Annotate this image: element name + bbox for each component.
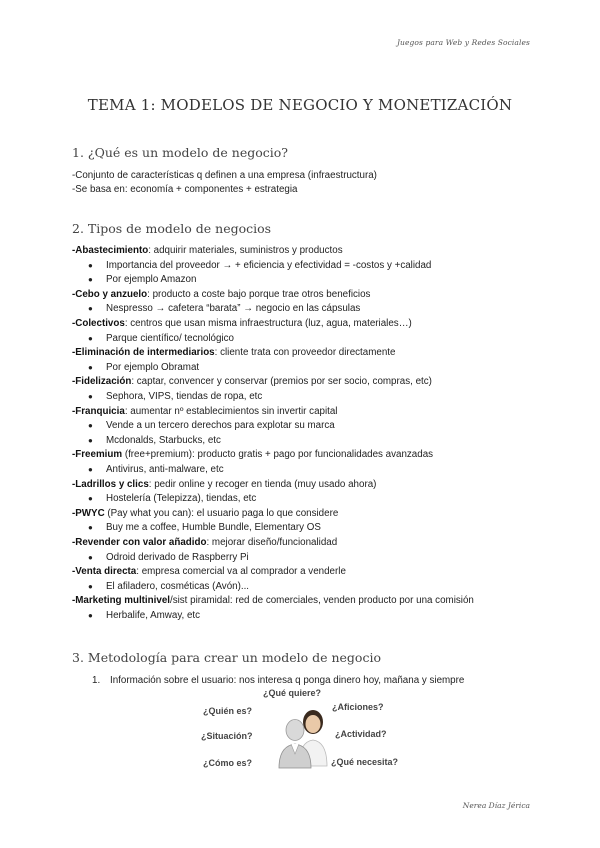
question-top: ¿Qué quiere? <box>263 688 322 698</box>
bullet-icon: ● <box>88 465 93 474</box>
item-text: Información sobre el usuario: nos interesa q ponga dinero hoy, mañana y siempre <box>110 675 465 686</box>
model-type-description: : aumentar nº establecimientos sin invertir capital <box>124 405 338 417</box>
model-type <box>72 347 395 358</box>
bullet-icon: ● <box>88 333 93 343</box>
model-example <box>88 391 262 402</box>
model-example <box>88 493 256 504</box>
model-example-text: Por ejemplo Obramat <box>106 361 200 373</box>
model-type-description: (free+premium): producto gratis + pago por funcionalidades avanzadas <box>122 449 434 461</box>
model-example <box>88 260 431 271</box>
model-type-term: -Marketing multinivel <box>72 595 170 607</box>
model-type <box>72 245 343 256</box>
model-example <box>88 303 360 314</box>
model-type-term: -Ladrillos y clics <box>72 478 149 490</box>
section-2-heading: 2. Tipos de modelo de negocios <box>72 221 272 236</box>
bullet-icon: ● <box>88 581 93 591</box>
model-type-term: -Freemium <box>72 449 123 461</box>
model-type <box>72 376 432 387</box>
model-type-term: -Eliminación de intermediarios <box>72 347 215 359</box>
bullet-icon: ● <box>88 552 93 562</box>
user-questions-diagram <box>195 688 415 780</box>
model-type-term: -Cebo y anzuelo <box>72 288 148 300</box>
model-example-text: Parque científico/ tecnológico <box>106 332 234 344</box>
bullet-icon: ● <box>88 392 93 401</box>
model-example-text: Sephora, VIPS, tiendas de ropa, etc <box>106 391 263 402</box>
model-example-text: El afiladero, cosméticas (Avón)... <box>106 580 250 592</box>
question-left-2: ¿Situación? <box>201 731 253 741</box>
model-type-term: -Abastecimiento <box>72 245 149 256</box>
model-example <box>88 552 249 563</box>
section-3-heading: 3. Metodología para crear un modelo de negocio <box>72 650 381 665</box>
section-1-heading: 1. ¿Qué es un modelo de negocio? <box>72 145 288 160</box>
bullet-icon: ● <box>88 260 93 270</box>
section-1-line: -Conjunto de características q definen a una empresa (infraestructura) <box>72 170 377 181</box>
course-header: Juegos para Web y Redes Sociales <box>396 38 530 47</box>
model-type-term: -Venta directa <box>72 566 137 578</box>
question-left-3: ¿Cómo es? <box>203 758 253 768</box>
bullet-icon: ● <box>88 304 93 314</box>
model-type <box>72 318 412 329</box>
model-type <box>72 479 376 490</box>
question-right-2: ¿Actividad? <box>335 729 387 739</box>
model-type-description: : captar, convencer y conservar (premios por ser socio, compras, etc) <box>131 376 432 388</box>
model-type-description: : pedir online y recoger en tienda (muy usado ahora) <box>148 478 377 490</box>
question-right-1: ¿Aficiones? <box>332 702 384 712</box>
model-type-term: -Colectivos <box>72 318 125 329</box>
model-type-description: (Pay what you can): el usuario paga lo que considere <box>104 507 339 519</box>
model-type <box>72 406 338 417</box>
model-example-text: Odroid derivado de Raspberry Pi <box>106 551 249 563</box>
model-type <box>72 289 370 300</box>
bullet-icon: ● <box>88 275 93 285</box>
item-number: 1. <box>92 675 101 686</box>
model-example-text: Buy me a coffee, Humble Bundle, Elementary OS <box>106 522 321 534</box>
model-type <box>72 566 346 577</box>
question-right-3: ¿Qué necesita? <box>331 757 399 767</box>
bullet-icon: ● <box>88 362 93 372</box>
model-type <box>72 595 474 606</box>
model-example <box>88 581 249 592</box>
model-type-description: /sist piramidal: red de comerciales, venden producto por una comisión <box>169 595 474 607</box>
model-example <box>88 274 196 285</box>
model-type <box>72 537 337 548</box>
model-type-term: -Revender con valor añadido <box>72 537 207 548</box>
bullet-icon: ● <box>88 421 93 431</box>
model-example-text: Importancia del proveedor → + eficiencia y efectividad = -costos y +calidad <box>106 259 432 271</box>
page-title: TEMA 1: MODELOS DE NEGOCIO Y MONETIZACIÓN <box>87 96 513 114</box>
bullet-icon: ● <box>88 435 93 445</box>
model-type <box>72 449 433 460</box>
bullet-icon: ● <box>88 494 93 504</box>
bullet-icon: ● <box>88 611 93 620</box>
model-example-text: Por ejemplo Amazon <box>106 274 197 286</box>
model-example <box>88 610 200 621</box>
model-example <box>88 522 321 533</box>
model-example <box>88 435 221 446</box>
model-type-description: : adquirir materiales, suministros y productos <box>148 245 343 256</box>
model-type-description: : centros que usan misma infraestructura (luz, agua, materiales…) <box>124 318 412 329</box>
section-1-line: -Se basa en: economía + componentes + estrategia <box>72 184 298 195</box>
model-example-text: Herbalife, Amway, etc <box>106 610 201 621</box>
two-people-icon <box>273 708 337 770</box>
model-example <box>88 464 224 475</box>
model-type-description: : empresa comercial va al comprador a venderle <box>136 566 346 578</box>
model-type-description: : cliente trata con proveedor directamente <box>214 347 396 359</box>
model-example-text: Hostelería (Telepizza), tiendas, etc <box>106 493 257 505</box>
model-example <box>88 333 234 344</box>
model-type-description: : mejorar diseño/funcionalidad <box>206 537 338 548</box>
model-type <box>72 508 338 519</box>
model-type-term: -Fidelización <box>72 376 132 388</box>
model-example-text: Antivirus, anti-malware, etc <box>106 464 224 475</box>
question-left-1: ¿Quién es? <box>203 706 253 716</box>
model-example <box>88 420 335 431</box>
model-type-term: -PWYC <box>72 507 105 519</box>
model-example-text: Mcdonalds, Starbucks, etc <box>106 434 221 446</box>
model-type-term: -Franquicia <box>72 405 125 417</box>
model-example-text: Vende a un tercero derechos para explotar su marca <box>106 420 335 432</box>
bullet-icon: ● <box>88 523 93 533</box>
author-footer: Nerea Díaz Jérica <box>462 801 530 810</box>
model-example-text: Nespresso → cafetera “barata” → negocio en las cápsulas <box>106 303 361 315</box>
numbered-item <box>92 675 464 686</box>
model-type-description: : producto a coste bajo porque trae otros beneficios <box>147 288 371 300</box>
model-example <box>88 362 199 373</box>
